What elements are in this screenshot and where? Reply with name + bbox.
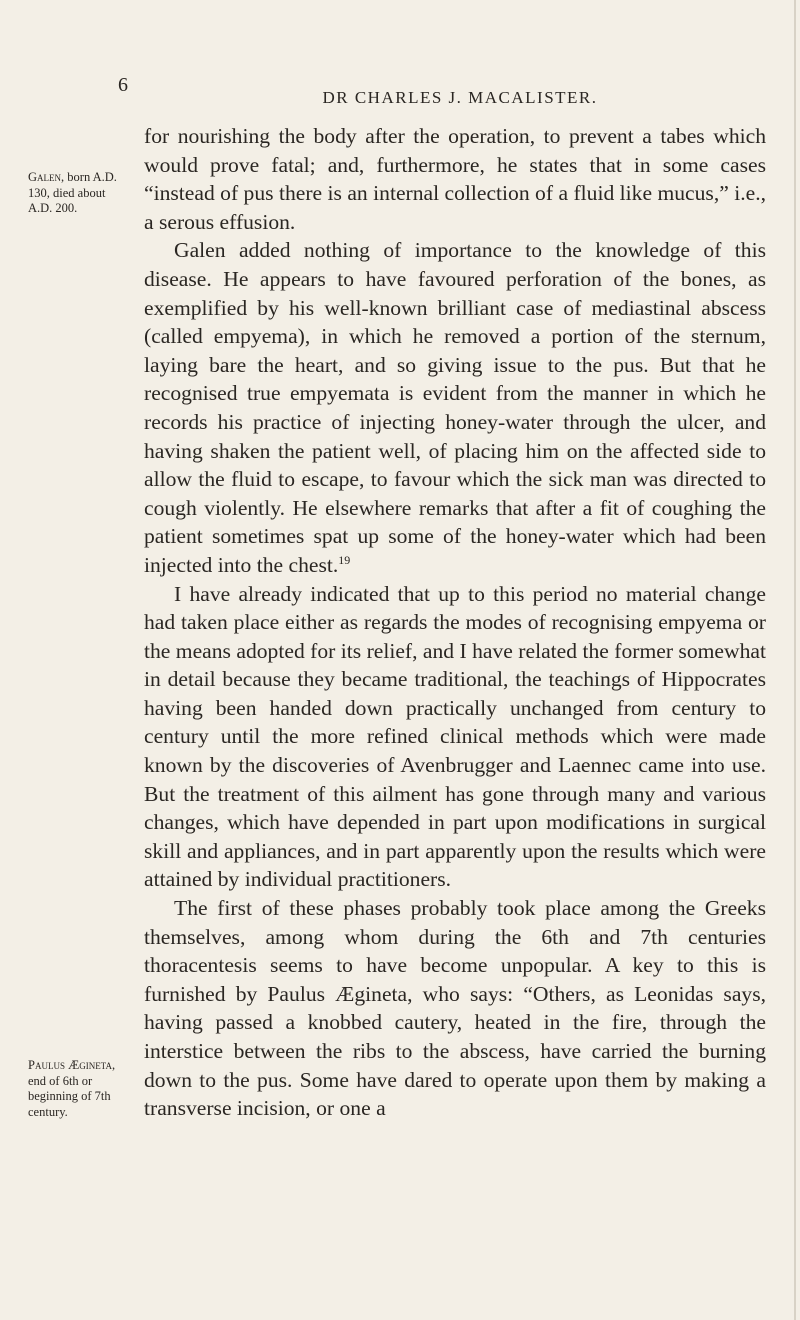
margin-note-paulus-name: Paulus Ægineta [28, 1058, 112, 1072]
page-number: 6 [118, 74, 128, 96]
footnote-ref-19: 19 [338, 552, 351, 567]
running-head: DR CHARLES J. MACALISTER. [322, 88, 598, 107]
margin-note-galen [28, 170, 124, 217]
page-edge-shadow [794, 0, 796, 1320]
margin-note-paulus [28, 1058, 124, 1120]
margin-note-paulus-text: , end of 6th or beginning of 7th century. [28, 1058, 116, 1119]
paragraph-3: I have already indicated that up to this period no material change had taken place either as regards the modes of recognising empyema or the means adopted for its relief, and I have related the former somewhat in detail because they became traditional, the teachings of Hippocrates having been handed down practically unchanged from century to century until the more refined clinical methods which were made known by the discoveries of Avenbrugger and Laennec came into use. But the treatment of this ailment has gone through many and various changes, which have depended in part upon modifications in surgical skill and appliances, and in part apparently upon the results which were attained by individual practitioners. [144, 581, 766, 892]
paragraph-4: The first of these phases probably took place among the Greeks themselves, among whom during the 6th and 7th centuries thoracentesis seems to have become unpopular. A key to this is furnished by Paulus Ægineta, who says: “Others, as Leonidas says, having passed a knobbed cautery, heated in the fire, through the interstice between the ribs to the abscess, have carried the burning down to the pus. Some have dared to operate upon them by making a transverse incision, or one a [144, 896, 766, 1121]
margin-note-galen-text: , born A.D. 130, died about A.D. 200. [28, 170, 117, 215]
paragraph-2-text: Galen added nothing of importance to the knowledge of this disease. He appears to have favoured perforation of the bones, as exemplified by his well-known brilliant case of mediastinal abscess (called empyema), in which he removed a portion of the sternum, laying bare the heart, and so giving issue to the pus. But that he recognised true empyemata is evident from the manner in which he records his practice of injecting honey-water through the ulcer, and having shaken the patient well, of placing him on the affected side to allow the fluid to escape, to favour which the sick man was directed to cough violently. He elsewhere remarks that after a fit of coughing the patient sometimes spat up some of the honey-water which had been injected into the chest. [144, 238, 766, 577]
body-text [144, 122, 766, 1123]
margin-note-galen-name: Galen [28, 170, 62, 184]
paragraph-1: for nourishing the body after the operation, to prevent a tabes which would prove fatal; and, furthermore, he states that in some cases “instead of pus there is an internal collection of a fluid like mucus,” i.e., a serous effusion. [144, 124, 766, 234]
paragraph-2 [144, 236, 766, 579]
